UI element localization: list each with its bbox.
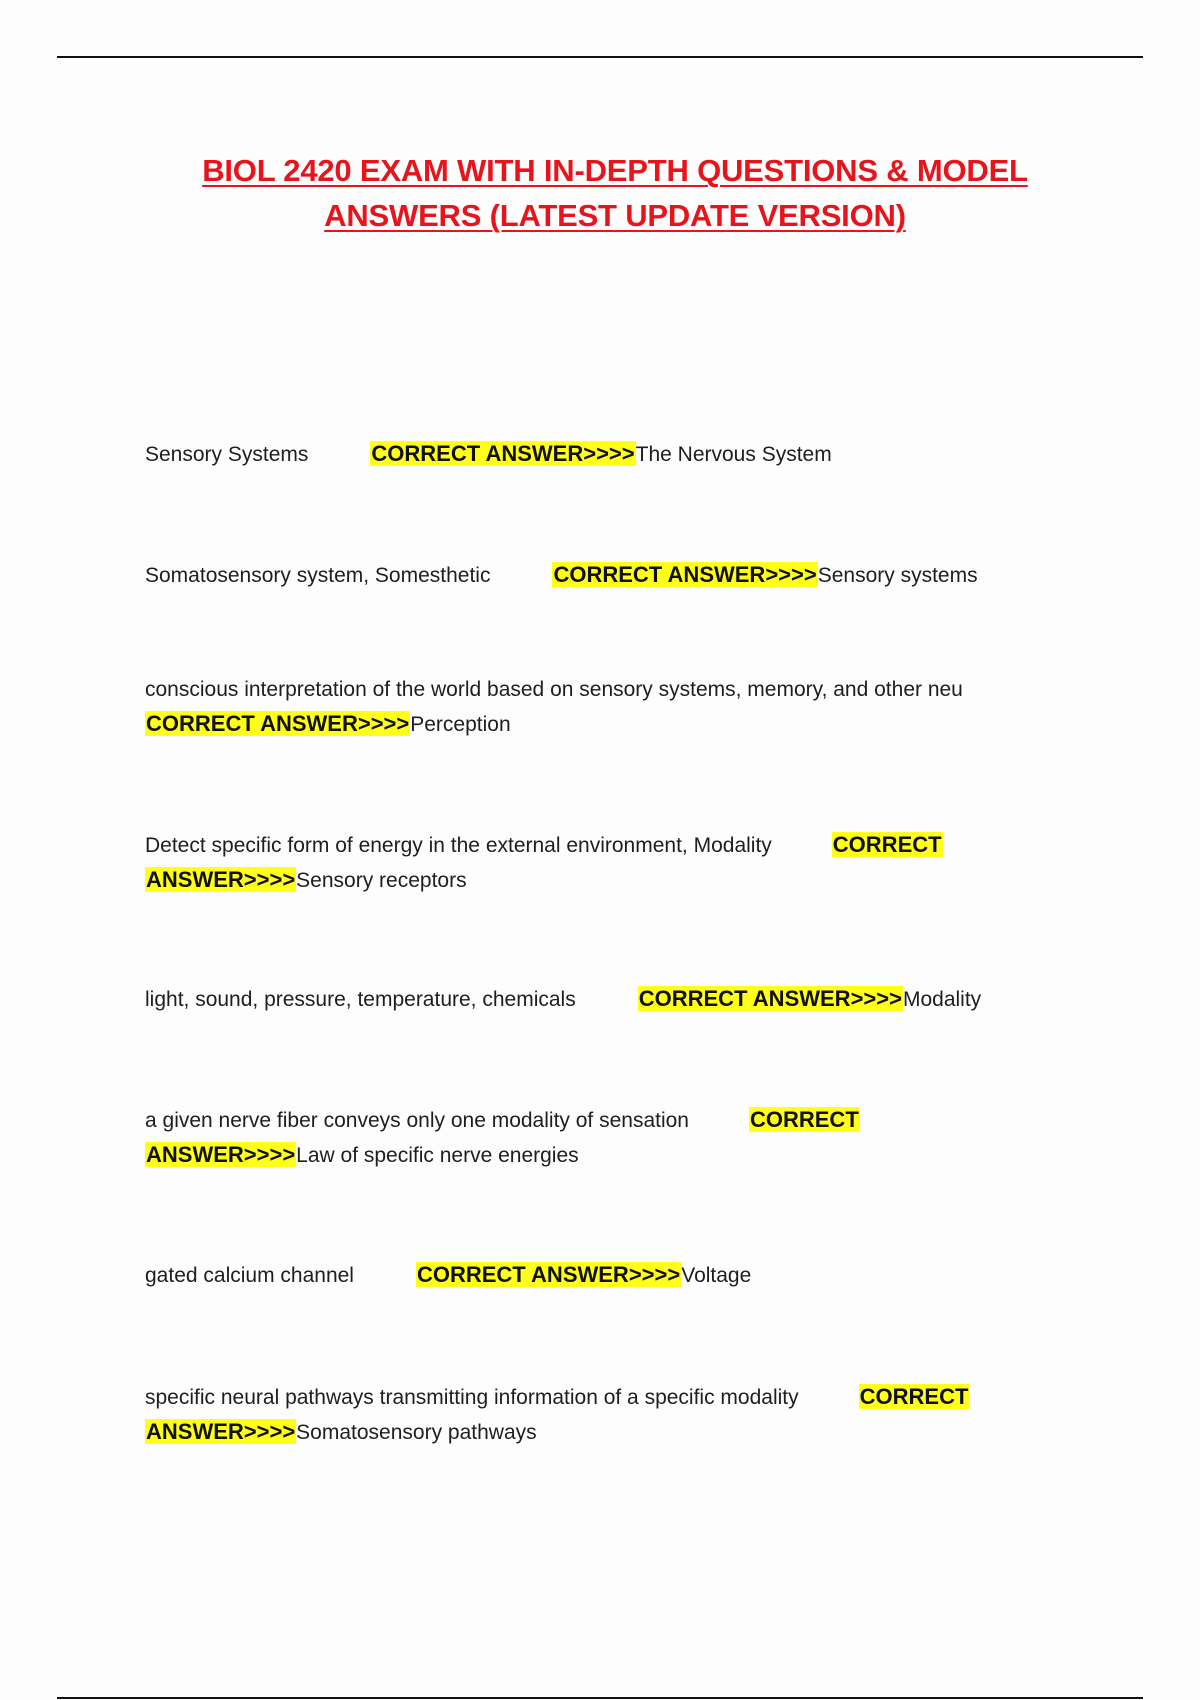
correct-answer-label: CORRECT ANSWER>>>> — [553, 562, 817, 587]
question-text: light, sound, pressure, temperature, chemicals — [145, 988, 576, 1011]
question-text: Sensory Systems — [145, 443, 309, 466]
answer-text: Law of specific nerve energies — [296, 1144, 579, 1167]
document-title: BIOL 2420 EXAM WITH IN-DEPTH QUESTIONS & MODEL ANSWERS (LATEST UPDATE VERSION) — [202, 153, 1028, 233]
question-text: Somatosensory system, Somesthetic — [145, 564, 491, 587]
correct-answer-label: CORRECT ANSWER>>>> — [371, 441, 635, 466]
qa-entry — [145, 673, 963, 742]
question-text: Detect specific form of energy in the external environment, Modality — [145, 834, 772, 857]
correct-answer-label: CORRECT ANSWER>>>> — [146, 711, 410, 736]
question-text: gated calcium channel — [145, 1264, 354, 1287]
correct-answer-label-part2: ANSWER>>>> — [146, 867, 296, 892]
answer-text: Voltage — [681, 1264, 752, 1287]
qa-entry — [145, 1103, 860, 1173]
answer-text: Sensory receptors — [296, 869, 467, 892]
answer-text: The Nervous System — [635, 443, 832, 466]
answer-text: Modality — [902, 988, 982, 1011]
qa-entry — [145, 437, 832, 472]
answer-text: Perception — [410, 713, 511, 736]
qa-entry — [145, 1258, 751, 1293]
correct-answer-label-part2: ANSWER>>>> — [146, 1419, 296, 1444]
qa-entry — [145, 982, 981, 1017]
correct-answer-label: CORRECT ANSWER>>>> — [638, 986, 902, 1011]
correct-answer-label-part1: CORRECT — [832, 832, 942, 857]
question-text: conscious interpretation of the world based on sensory systems, memory, and other neu — [145, 678, 963, 701]
correct-answer-label-part1: CORRECT — [749, 1107, 859, 1132]
answer-text: Somatosensory pathways — [296, 1421, 537, 1444]
answer-text: Sensory systems — [817, 564, 978, 587]
question-text: a given nerve fiber conveys only one modality of sensation — [145, 1109, 689, 1132]
qa-entry — [145, 558, 978, 593]
question-text: specific neural pathways transmitting information of a specific modality — [145, 1386, 799, 1409]
correct-answer-label-part2: ANSWER>>>> — [146, 1142, 296, 1167]
correct-answer-label-part1: CORRECT — [859, 1384, 969, 1409]
correct-answer-label: CORRECT ANSWER>>>> — [416, 1262, 681, 1287]
qa-entry — [145, 1380, 969, 1450]
qa-entry — [145, 828, 943, 898]
footer-rule — [57, 1697, 1143, 1699]
